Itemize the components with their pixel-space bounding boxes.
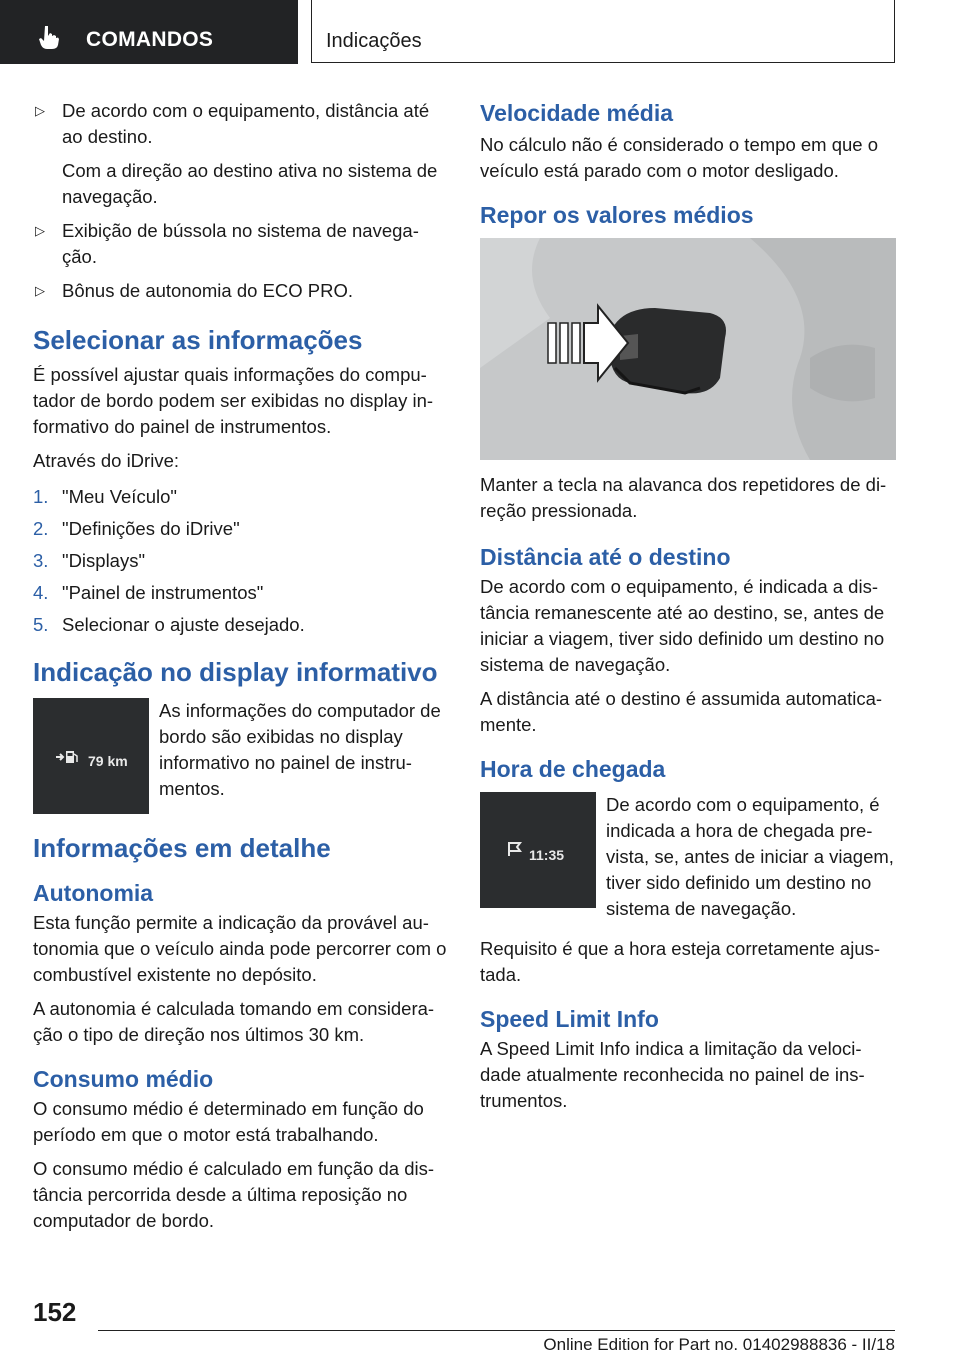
paragraph: O consumo médio é determinado em função do período em que o motor está trabalhando. [33,1098,424,1145]
arrival-time-display-image [480,792,596,908]
step-item: 2. "Definições do iDrive" [33,518,240,539]
step-item: 4. "Painel de instrumentos" [33,582,264,603]
left-column [33,98,448,1242]
bullet-text: Bônus de autonomia do ECO PRO. [62,280,354,301]
heading-velocidade: Velocidade média [480,100,674,126]
heading-repor: Repor os valores médios [480,202,754,228]
step-item: 5. Selecionar o ajuste desejado. [33,614,305,635]
triangle-bullet-icon: ▷ [35,103,45,118]
heading-hora: Hora de chegada [480,756,666,782]
page-number: 152 [33,1297,77,1327]
fuel-pump-arrow-icon [55,749,81,765]
heading-display: Indicação no display informativo [33,657,438,687]
chapter-tab [311,0,895,63]
heading-details: Informações em detalhe [33,833,331,863]
paragraph: Requisito é que a hora esteja corretamente ajus‐ tada. [480,938,881,985]
arrival-time-value: 11:35 [529,847,565,863]
paragraph: A Speed Limit Info indica a limitação da veloci‐ dade atualmente reconhecida no painel de ins‐ trumentos. [480,1038,865,1111]
footer-edition-text: Online Edition for Part no. 01402988836 - II/18 [543,1335,895,1354]
chapter-title: Indicações [326,30,422,52]
right-column [480,98,896,1122]
list-item [33,98,448,210]
paragraph: É possível ajustar quais informações do compu‐ tador de bordo podem ser exibidas no display in‐ formativo do painel de instrumentos. [33,364,434,437]
paragraph: Esta função permite a indicação da provável au‐ tonomia que o veículo ainda pode percorrer com o combustível existente no depósito. [33,912,447,985]
paragraph: Manter a tecla na alavanca dos repetidores de di‐ reção pressionada. [480,474,887,521]
heading-consumo: Consumo médio [33,1066,214,1092]
step-item: 1. "Meu Veículo" [33,486,177,507]
display-figure-block [33,698,448,814]
list-item [33,218,448,270]
heading-speed-limit: Speed Limit Info [480,1006,659,1032]
paragraph: A autonomia é calculada tomando em considera‐ ção o tipo de direção nos últimos 30 km. [33,998,435,1045]
bullet-subtext: Com a direção ao destino ativa no sistema de navegação. [62,160,438,207]
paragraph: O consumo médio é calculado em função da dis‐ tância percorrida desde a última reposição no computador de bordo. [33,1158,435,1231]
triangle-bullet-icon: ▷ [35,283,45,298]
hand-pointer-icon [36,24,62,50]
range-display-image [33,698,149,814]
range-value: 79 km [88,753,128,769]
paragraph: Através do iDrive: [33,450,179,471]
paragraph: As informações do computador de bordo são exibidas no display informativo no painel de instru‐ mentos. [159,700,441,799]
paragraph: A distância até o destino é assumida automatica‐ mente. [480,688,883,735]
heading-autonomia: Autonomia [33,880,154,906]
step-item: 3. "Displays" [33,550,146,571]
section-tab [0,0,298,64]
list-item [33,278,448,304]
paragraph: De acordo com o equipamento, é indicada a dis‐ tância remanescente até ao destino, se, antes de iniciar a viagem, tiver sido definido um destino no sistema de navegação. [480,576,885,675]
heading-distancia: Distância até o destino [480,544,731,570]
footer-rule [98,1330,895,1331]
triangle-bullet-icon: ▷ [35,223,45,238]
turn-signal-lever-illustration [480,238,896,460]
section-title: COMANDOS [86,28,214,51]
paragraph: No cálculo não é considerado o tempo em que o veículo está parado com o motor desligado. [480,134,879,181]
bullet-text: De acordo com o equipamento, distância até ao destino. [62,100,430,147]
destination-flag-icon [506,840,524,858]
paragraph: De acordo com o equipamento, é indicada a hora de chegada pre‐ vista, se, antes de iniciar a viagem, tiver sido definido um destino no sistema de navegação. [606,794,894,919]
heading-select-info: Selecionar as informações [33,325,363,355]
bullet-text: Exibição de bússola no sistema de navega‐ ção. [62,220,419,267]
stalk-button-photo [480,238,896,460]
arrival-figure-block [480,792,896,922]
